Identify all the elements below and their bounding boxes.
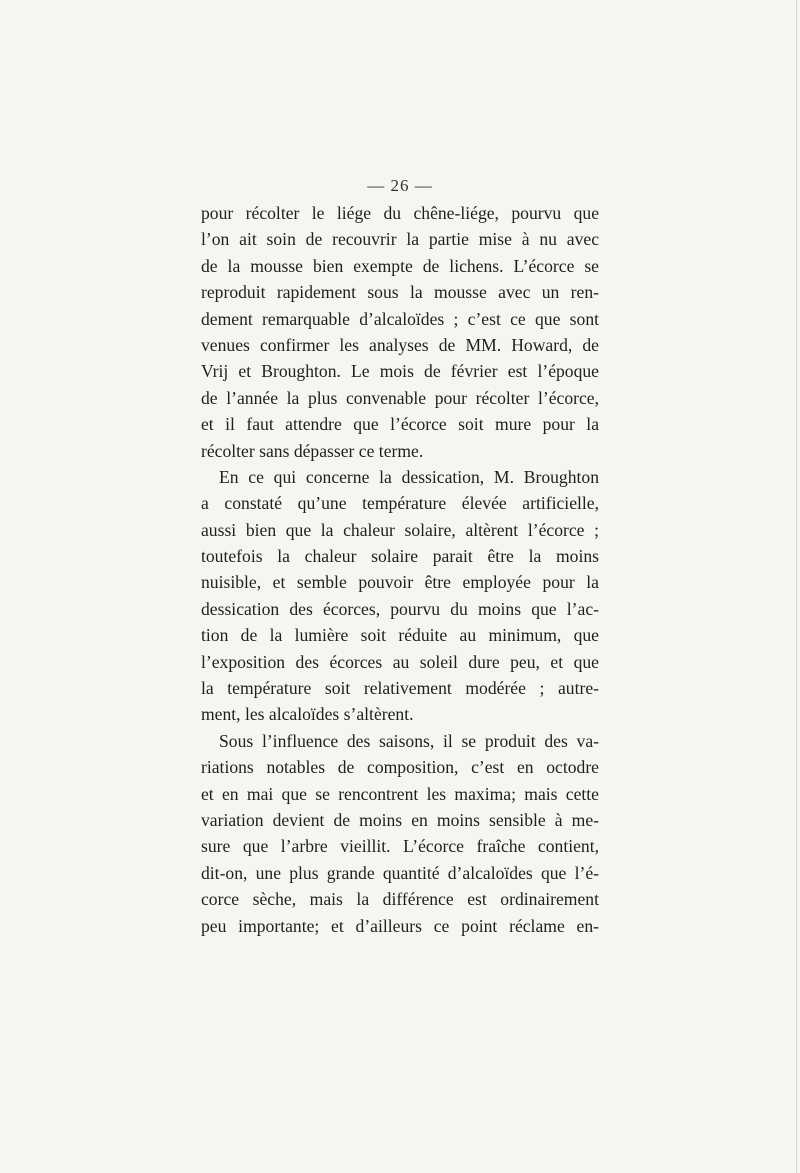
text-line: récolter sans dépasser ce terme. [201, 440, 424, 461]
text-line: de l’année la plus convenable pour récolter l’écorce, [201, 387, 599, 408]
text-line: dit-on, une plus grande quantité d’alcaloïdes que l’é- [201, 862, 599, 883]
text-line: peu importante; et d’ailleurs ce point réclame en- [201, 915, 599, 936]
text-line: l’on ait soin de recouvrir la partie mise à nu avec [201, 229, 599, 250]
text-line: variation devient de moins en moins sensible à me- [201, 809, 599, 830]
text-line: dessication des écorces, pourvu du moins que l’ac- [201, 598, 599, 619]
text-line: et en mai que se rencontrent les maxima; mais cette [201, 783, 599, 804]
text-line: et il faut attendre que l’écorce soit mure pour la [201, 414, 599, 435]
text-line: En ce qui concerne la dessication, M. Broughton [219, 466, 599, 487]
text-line: sure que l’arbre vieillit. L’écorce fraîche contient, [201, 836, 599, 857]
text-line: l’exposition des écorces au soleil dure peu, et que [201, 651, 599, 672]
text-line: venues confirmer les analyses de MM. Howard, de [201, 334, 599, 355]
text-line: la température soit relativement modérée ; autre- [201, 678, 599, 699]
body-text [201, 200, 599, 939]
text-line: a constaté qu’une température élevée artificielle, [201, 493, 599, 514]
text-line: Sous l’influence des saisons, il se produit des va- [219, 730, 599, 751]
text-line: toutefois la chaleur solaire parait être la moins [201, 546, 599, 567]
text-line: pour récolter le liége du chêne-liége, pourvu que [201, 203, 599, 223]
text-line: ment, les alcaloïdes s’altèrent. [201, 704, 414, 725]
text-line: de la mousse bien exempte de lichens. L’écorce se [201, 255, 599, 276]
text-line: nuisible, et semble pouvoir être employée pour la [201, 572, 599, 593]
page-number: — 26 — [367, 176, 433, 195]
text-line: corce sèche, mais la différence est ordinairement [201, 889, 599, 910]
text-line: Vrij et Broughton. Le mois de février est l’époque [201, 361, 599, 382]
text-line: tion de la lumière soit réduite au minimum, que [201, 625, 599, 646]
text-line: aussi bien que la chaleur solaire, altèrent l’écorce ; [201, 519, 599, 540]
text-line: riations notables de composition, c’est en octodre [201, 757, 599, 778]
text-line: reproduit rapidement sous la mousse avec un ren- [201, 282, 599, 303]
text-line: dement remarquable d’alcaloïdes ; c’est ce que sont [201, 308, 599, 329]
page-edge-divider [796, 0, 797, 1173]
